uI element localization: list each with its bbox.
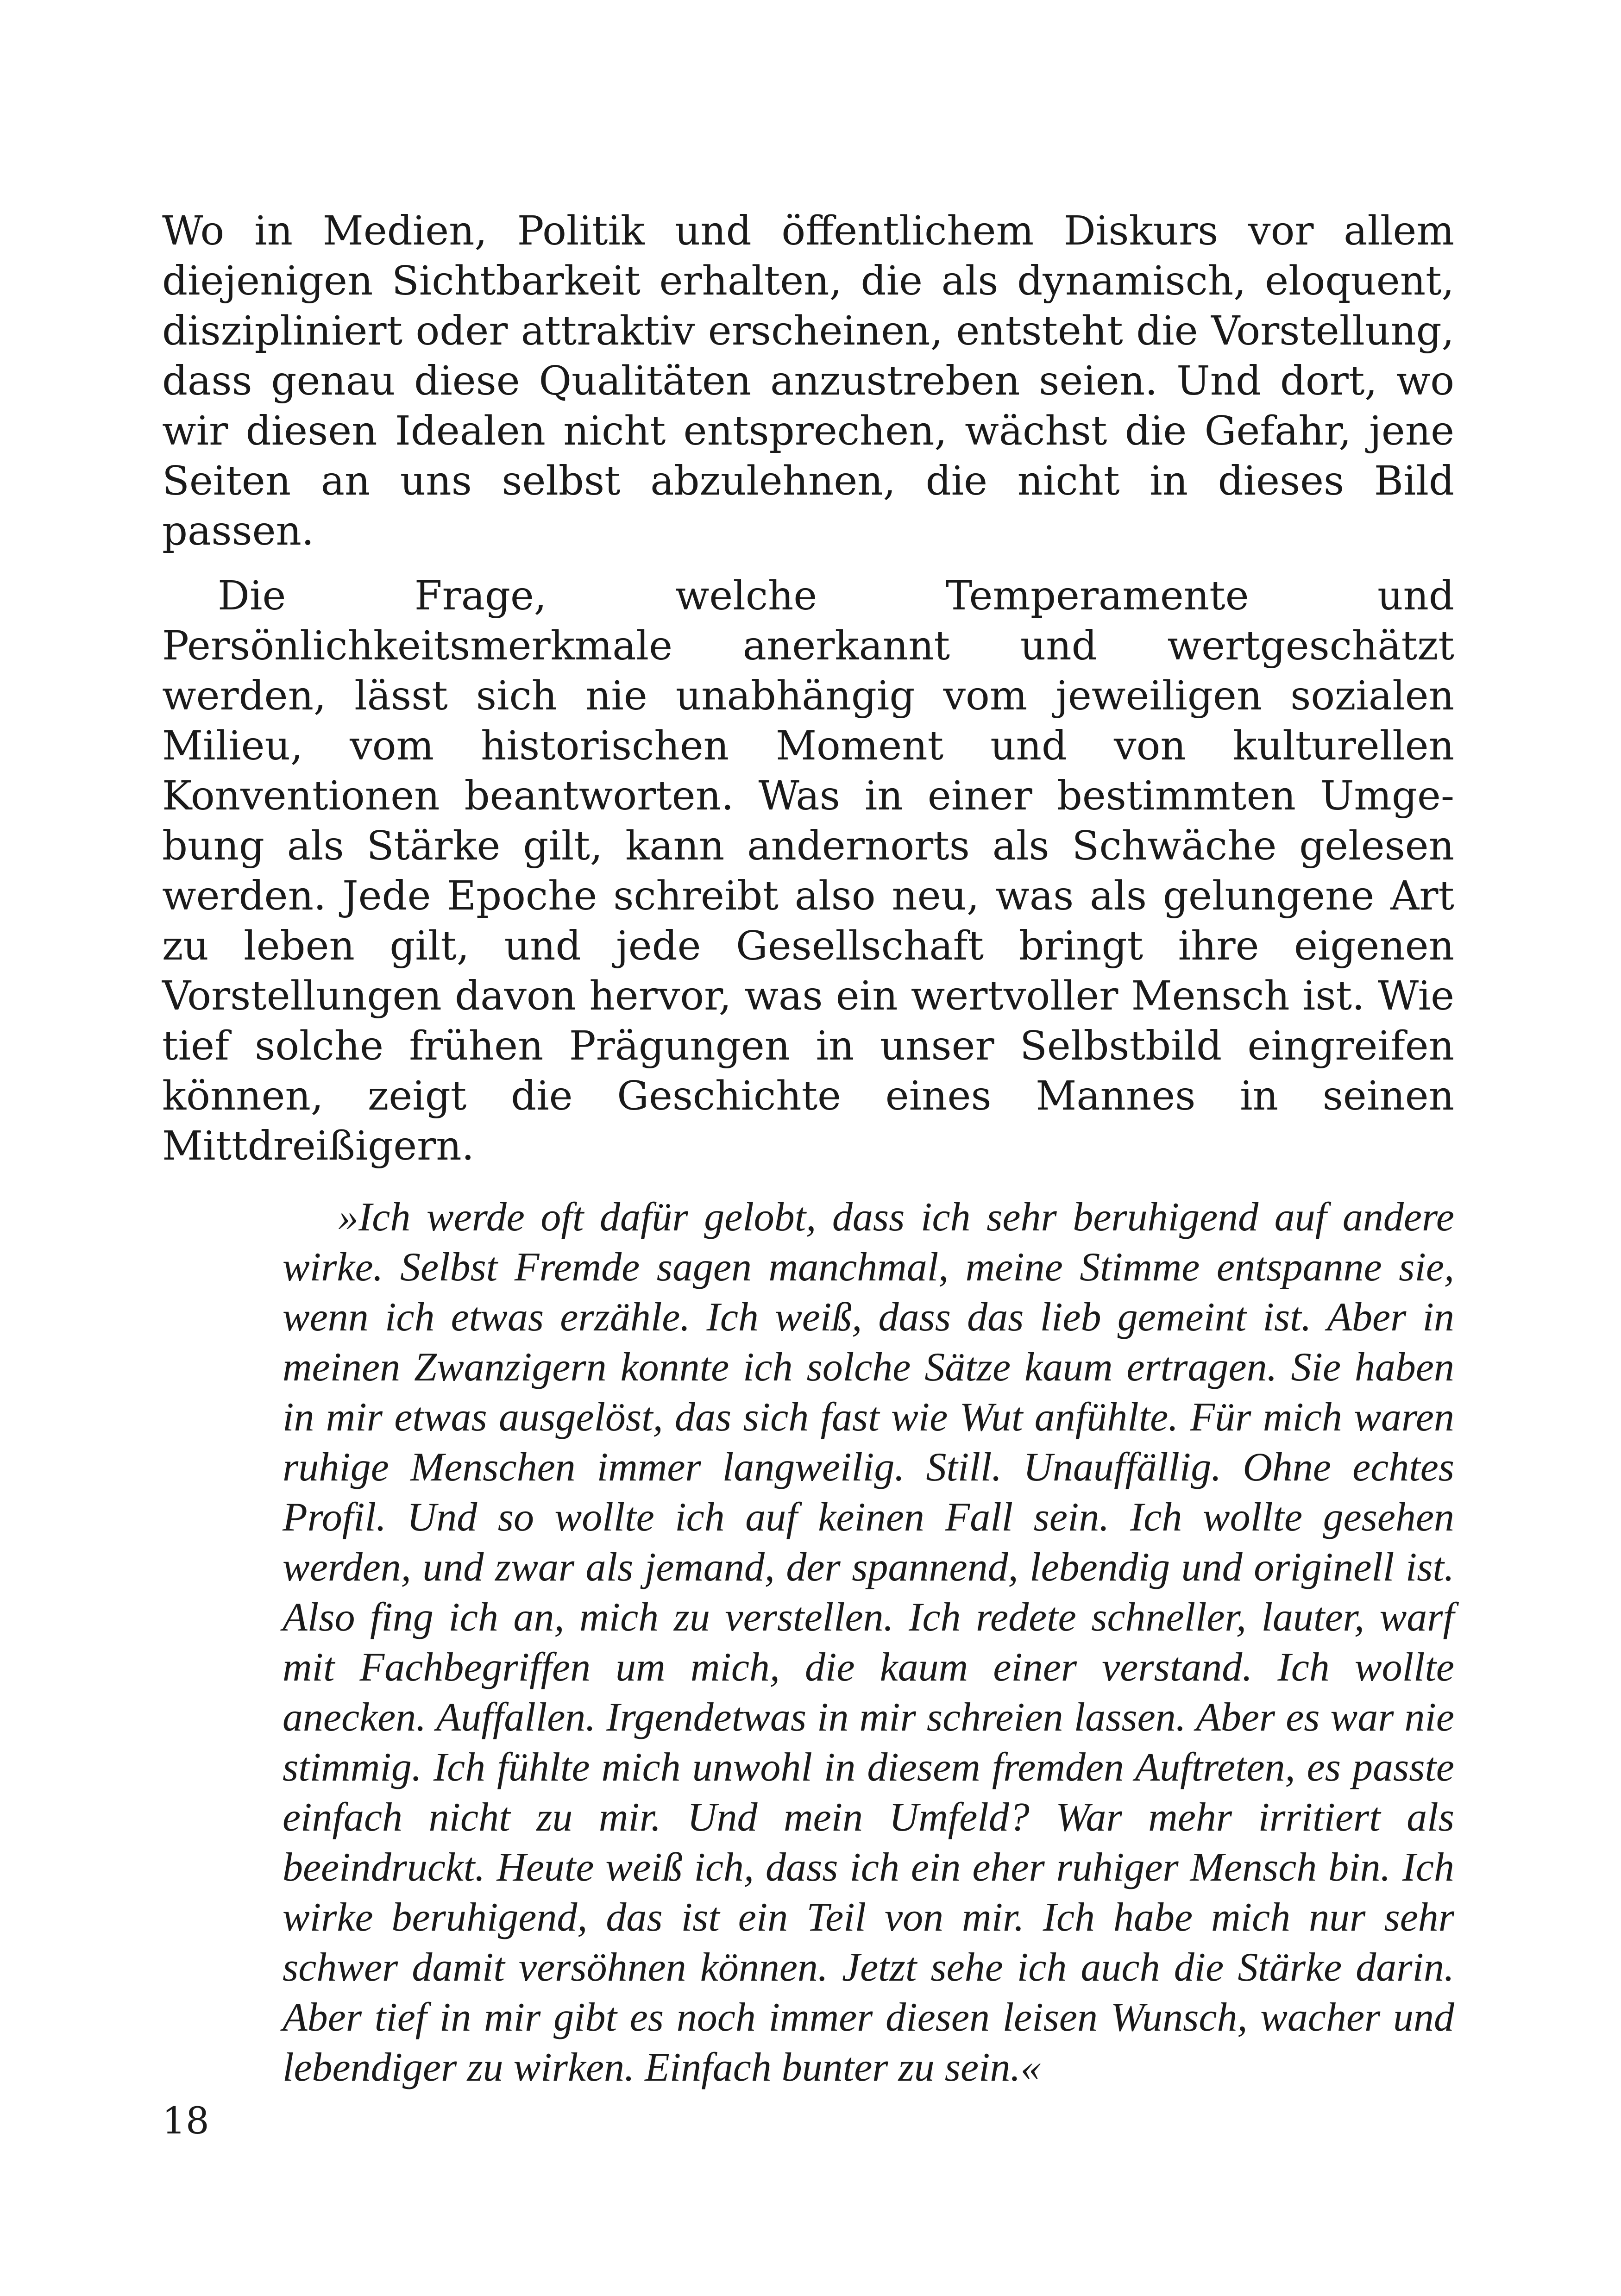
paragraph-1: Wo in Medien, Politik und öffentlichem Diskurs vor allem diejenigen Sichtbarkeit erhalten, die als dynamisch, eloquent, diszipliniert oder attraktiv erscheinen, entsteht die Vorstellung, dass genau diese Qualitäten anzustreben seien. Und dort, wo wir diesen Idealen nicht entsprechen, wächst die Gefahr, jene Seiten an uns selbst abzulehnen, die nicht in dieses Bild passen. — [162, 208, 1454, 554]
paragraph-2: Die Frage, welche Temperamente und Persönlichkeitsmerkmale anerkannt und wertgeschätzt werden, lässt sich nie unabhängig vom jeweiligen sozialen Milieu, vom historischen Moment und von kulturellen Konventionen beantworten. Was in einer bestimmten Umgebung als Stärke gilt, kann andernorts als Schwäche gelesen werden. Jede Epoche schreibt also neu, was als gelungene Art zu leben gilt, und jede Gesellschaft bringt ihre eigenen Vorstellungen davon hervor, was ein wertvoller Mensch ist. Wie tief solche frühen Prägungen in unser Selbstbild eingreifen können, zeigt die Geschichte eines Mannes in seinen Mittdreißigern. — [162, 573, 1454, 1169]
page-number: 18 — [162, 2099, 209, 2142]
body-text — [162, 206, 1454, 2093]
block-quote: »Ich werde oft dafür gelobt, dass ich sehr beruhigend auf andere wirke. Selbst Fremde sagen manchmal, meine Stimme entspanne sie, wenn ich etwas erzähle. Ich weiß, dass das lieb gemeint ist. Aber in meinen Zwanzigern konnte ich solche Sätze kaum ertragen. Sie haben in mir etwas ausgelöst, das sich fast wie Wut anfühlte. Für mich waren ruhige Menschen immer langweilig. Still. Unauffällig. Ohne echtes Profil. Und so wollte ich auf keinen Fall sein. Ich wollte gesehen werden, und zwar als jemand, der spannend, lebendig und originell ist. Also fing ich an, mich zu verstellen. Ich redete schneller, lauter, warf mit Fachbegriffen um mich, die kaum einer verstand. Ich wollte anecken. Auffallen. Irgendetwas in mir schreien lassen. Aber es war nie stimmig. Ich fühlte mich unwohl in diesem fremden Auftreten, es passte einfach nicht zu mir. Und mein Umfeld? War mehr irritiert als beeindruckt. Heute weiß ich, dass ich ein eher ruhiger Mensch bin. Ich wirke beruhigend, das ist ein Teil von mir. Ich habe mich nur sehr schwer damit versöhnen können. Jetzt sehe ich auch die Stärke darin. Aber tief in mir gibt es noch immer diesen leisen Wunsch, wacher und lebendiger zu wirken. Einfach bunter zu sein.« — [283, 1195, 1454, 2090]
